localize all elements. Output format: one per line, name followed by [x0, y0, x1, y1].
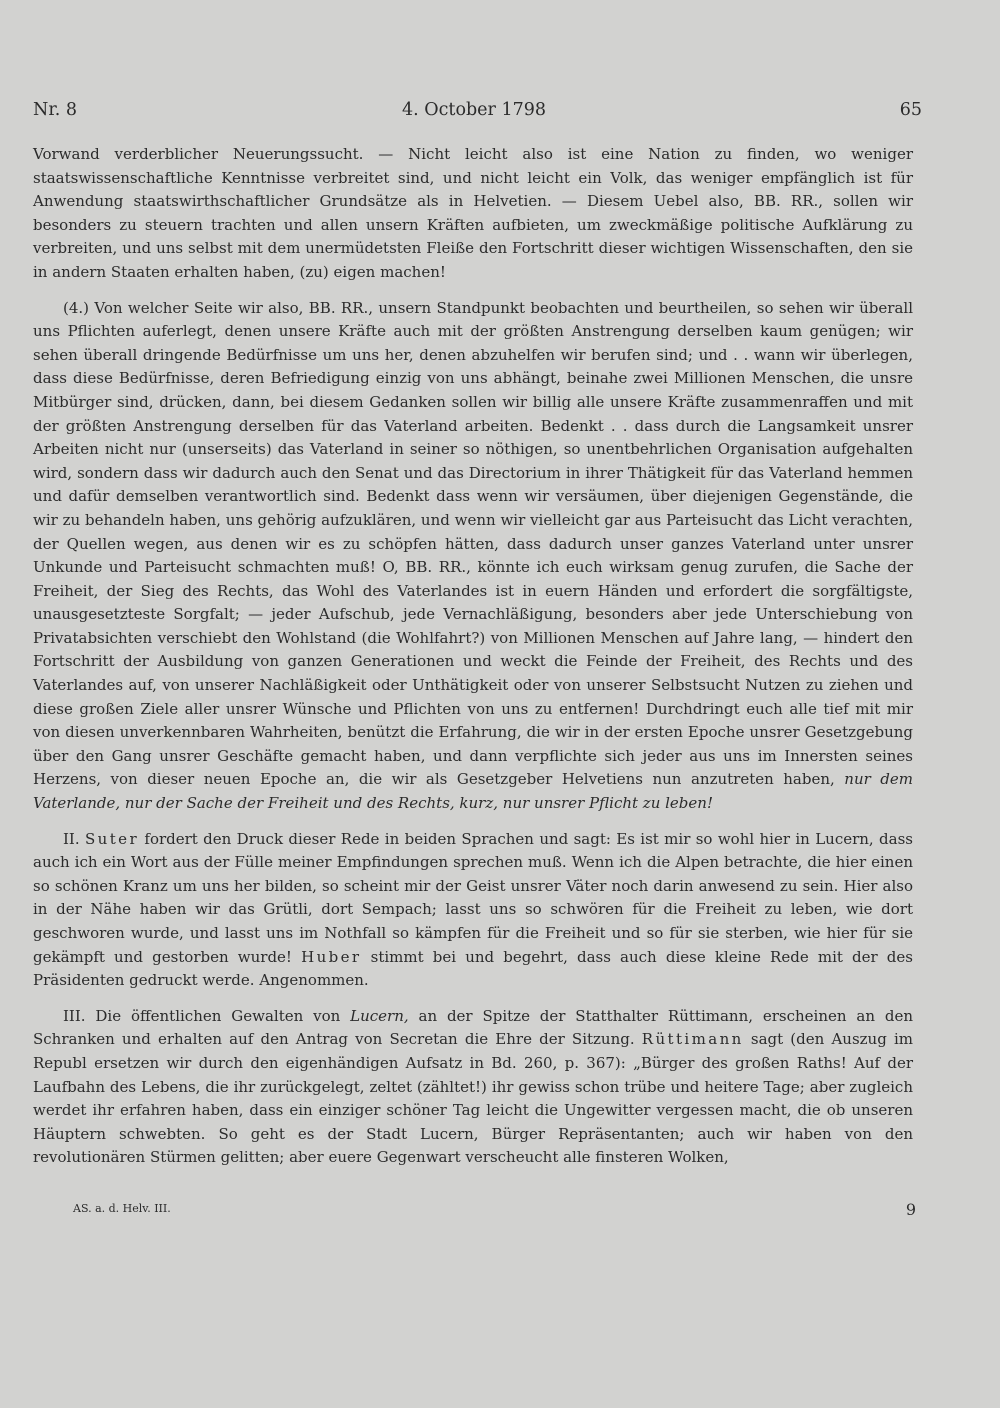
print-signature: AS. a. d. Helv. III.	[73, 1202, 171, 1215]
city-lucern: Lucern,	[350, 1006, 409, 1025]
session-date: 4. October 1798	[402, 100, 546, 120]
speaker-suter: Suter	[85, 829, 140, 848]
issue-number: Nr. 8	[33, 100, 78, 120]
paragraph-4-emphasis: nur dem Vaterlande, nur der Sache der Freiheit und des Rechts, kurz, nur unsrer Pflicht zu leben!	[33, 770, 913, 813]
paragraph-continuation: Vorwand verderblicher Neuerungssucht. — Nicht leicht also ist eine Nation zu finden, wo weniger staatswissenschaftliche Kenntnisse verbreitet sind, und nicht leicht ein Volk, das weniger empfänglich ist für Anwendung staatswirthschaftlicher Grundsätze als in Helvetien. — Diesem Uebel also, BB. RR., sollen wir besonders zu steuern trachten und allen unsern Kräften aufbieten, um zweckmäßige politische Aufklärung zu verbreiten, und uns selbst mit dem unermüdetsten Fleiße den Fortschritt dieser wichtigen Wissenschaften, den sie in andern Staaten erhalten haben, (zu) eigen machen!	[33, 145, 913, 281]
paragraph-III	[33, 1005, 913, 1170]
paragraph-II-text: fordert den Druck dieser Rede in beiden Sprachen und sagt: Es ist mir so wohl hier in Lucern, dass auch ich ein Wort aus der Fülle meiner Empfindungen sprechen muß. Wenn ich die Alpen betrachte, die hier einen so schönen Kranz um uns her bilden, so scheint mir der Geist unsrer Väter noch darin anwesend zu sein. Hier also in der Nähe haben wir das Grütli, dort Sempach; lasst uns so schwören für die Freiheit zu leben, wie dort geschworen wurde, und lasst uns im Nothfall so kämpfen für die Freiheit und so für sie sterben, wie hier für sie gekämpft und gestorben wurde!	[33, 829, 913, 966]
paragraph-II-label: II.	[63, 829, 80, 848]
speaker-huber: Huber	[301, 947, 362, 966]
paragraph-4-text: (4.) Von welcher Seite wir also, BB. RR., unsern Standpunkt beobachten und beurtheilen, so sehen wir überall uns Pflichten auferlegt, denen unsere Kräfte auch mit der größten Anstrengung derselben kaum genügen; wir sehen überall dringende Bedürfnisse um uns her, denen abzuhelfen wir berufen sind; und . . wann wir überlegen, dass diese Bedürfnisse, deren Befriedigung einzig von uns abhängt, beinahe zwei Millionen Menschen, die unsre Mitbürger sind, drücken, dann, bei diesem Gedanken sollen wir billig alle unsere Kräfte zusammenraffen und mit der größten Anstrengung derselben für das Vaterland arbeiten. Bedenkt . . dass durch die Langsamkeit unsrer Arbeiten nicht nur (unserseits) das Vaterland in seiner so nöthigen, so unentbehrlichen Organisation aufgehalten wird, sondern dass wir dadurch auch den Senat und das Directorium in ihrer Thätigkeit für das Vaterland hemmen und dafür demselben verantwortlich sind. Bedenkt dass wenn wir versäumen, über diejenigen Gegenstände, die wir zu behandeln haben, uns gehörig aufzuklären, und wenn wir vielleicht gar aus Parteisucht das Licht verachten, der Quellen wegen, aus denen wir es zu schöpfen hätten, dass dadurch unser ganzes Vaterland unter unsrer Unkunde und Parteisucht schmachten muß! O, BB. RR., könnte ich euch wirksam genug zurufen, die Sache der Freiheit, der Sieg des Rechts, das Wohl des Vaterlandes ist in euern Händen und erfordert die sorgfältigste, unausgesetzteste Sorgfalt; — jeder Aufschub, jede Vernachläßigung, besonders aber jede Unterschiebung von Privatabsichten verschiebt den Wohlstand (die Wohlfahrt?) von Millionen Menschen auf Jahre lang, — hindert den Fortschritt der Ausbildung von ganzen Generationen und weckt die Feinde der Freiheit, des Rechts und des Vaterlandes auf, von unserer Nachläßigkeit oder Unthätigkeit oder von unserer Selbstsucht Nutzen zu ziehen und diese großen Ziele aller unsrer Wünsche und Pflichten von uns zu entfernen! Durchdringt euch alle tief mit mir von diesen unverkennbaren Wahrheiten, benützt die Erfahrung, die wir in der ersten Epoche unsrer Gesetzgebung über den Gang unsrer Geschäfte gemacht haben, und dann verpflichte sich jeder aus uns im Innersten seines Herzens, von dieser neuen Epoche an, die wir als Gesetzgeber Helvetiens nun anzutreten haben,	[33, 298, 913, 789]
body-text	[33, 143, 913, 1182]
paragraph-4	[33, 297, 913, 816]
speaker-ruettimann: Rüttimann	[641, 1030, 744, 1049]
paragraph-III-text-end: sagt (den Auszug im Republ ersetzen wir durch den eigenhändigen Aufsatz in Bd. 260, p. 367): „Bürger des großen Raths! Auf der Laufbahn des Lebens, die ihr zurückgelegt, zeltet (zähltet!) ihr gewiss schon trübe und heitere Tage; aber zugleich werdet ihr erfahren haben, dass ein einziger schöner Tag leicht die Ungewitter vergessen macht, die ob unseren Häuptern schwebten. So geht es der Stadt Lucern, Bürger Repräsentanten; auch wir haben von den revolutionären Stürmen gelitten; aber euere Gegenwart verscheucht alle finsteren Wolken,	[33, 1030, 913, 1167]
page-number: 65	[899, 100, 922, 120]
page-footer	[73, 1200, 916, 1230]
sheet-number: 9	[905, 1200, 916, 1219]
paragraph-III-text-mid: an der Spitze der Statthalter Rüttimann, erscheinen an den Schranken und erhalten auf den Antrag von Secretan die Ehre der Sitzung.	[33, 1006, 913, 1049]
paragraph-II-text-end: stimmt bei und begehrt, dass auch diese kleine Rede mit der des Präsidenten gedruckt werde. Angenommen.	[33, 947, 913, 990]
paragraph-III-text: III. Die öffentlichen Gewalten von	[63, 1006, 341, 1025]
running-header	[33, 100, 922, 130]
paragraph-II	[33, 828, 913, 993]
